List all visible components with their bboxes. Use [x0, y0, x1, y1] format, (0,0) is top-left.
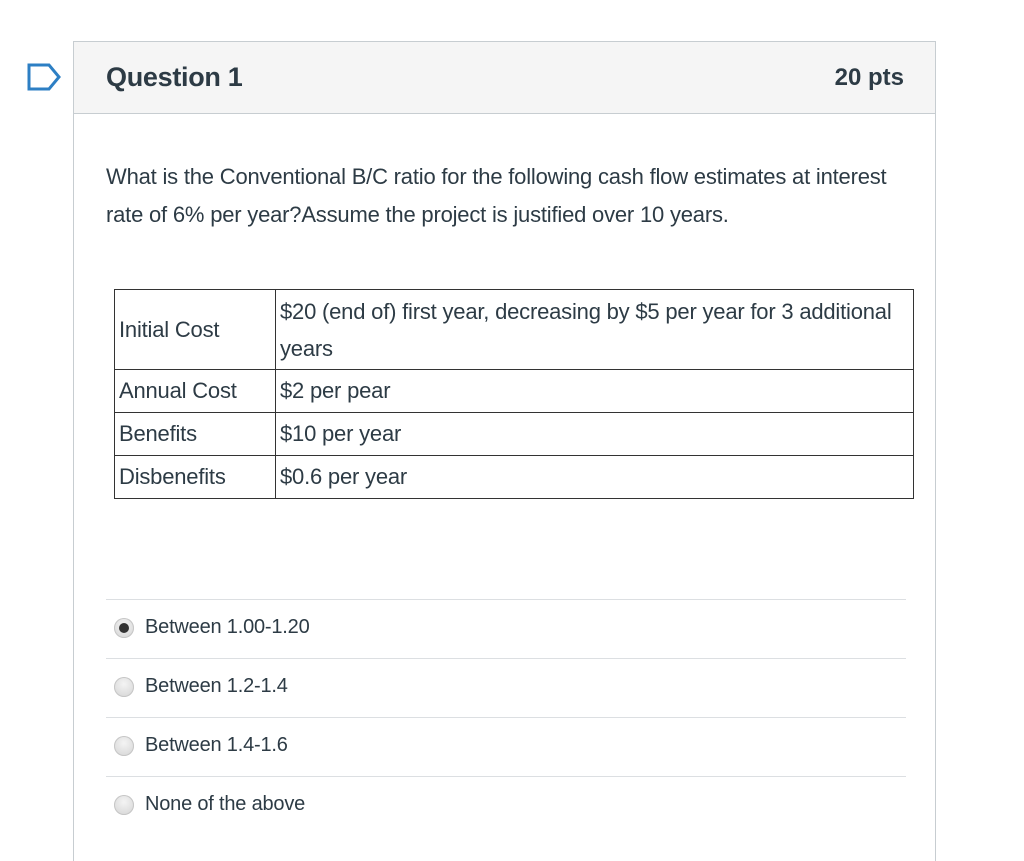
- answer-option-4[interactable]: [106, 776, 906, 835]
- table-cell-label: Disbenefits: [115, 456, 276, 499]
- cash-flow-table: [114, 289, 914, 499]
- flag-question-icon[interactable]: [27, 63, 61, 91]
- question-title: Question 1: [106, 62, 243, 92]
- table-row: [115, 370, 914, 413]
- answer-option-2[interactable]: [106, 658, 906, 717]
- radio-button-selected[interactable]: [114, 618, 134, 638]
- question-card: [73, 41, 936, 861]
- answer-option-3[interactable]: [106, 717, 906, 776]
- answer-label[interactable]: Between 1.2-1.4: [145, 675, 288, 697]
- question-text: What is the Conventional B/C ratio for the following cash flow estimates at interest rate of 6% per year?Assume the project is justified over 10 years.: [106, 164, 887, 227]
- answer-label[interactable]: Between 1.00-1.20: [145, 616, 310, 638]
- question-header: [74, 42, 935, 114]
- table-cell-value: $2 per pear: [276, 370, 914, 413]
- table-row: [115, 290, 914, 370]
- table-cell-label: Annual Cost: [115, 370, 276, 413]
- table-cell-value: $20 (end of) first year, decreasing by $5 per year for 3 additional years: [276, 290, 914, 370]
- answer-label[interactable]: None of the above: [145, 793, 306, 815]
- table-cell-label: Initial Cost: [115, 290, 276, 370]
- answer-label[interactable]: Between 1.4-1.6: [145, 734, 288, 756]
- table-row: [115, 413, 914, 456]
- radio-button[interactable]: [114, 736, 134, 756]
- table-cell-label: Benefits: [115, 413, 276, 456]
- question-points: 20 pts: [834, 64, 904, 91]
- radio-button[interactable]: [114, 795, 134, 815]
- table-cell-value: $0.6 per year: [276, 456, 914, 499]
- table-cell-value: $10 per year: [276, 413, 914, 456]
- table-row: [115, 456, 914, 499]
- answer-list: [106, 599, 906, 835]
- radio-button[interactable]: [114, 677, 134, 697]
- answer-option-1[interactable]: [106, 599, 906, 658]
